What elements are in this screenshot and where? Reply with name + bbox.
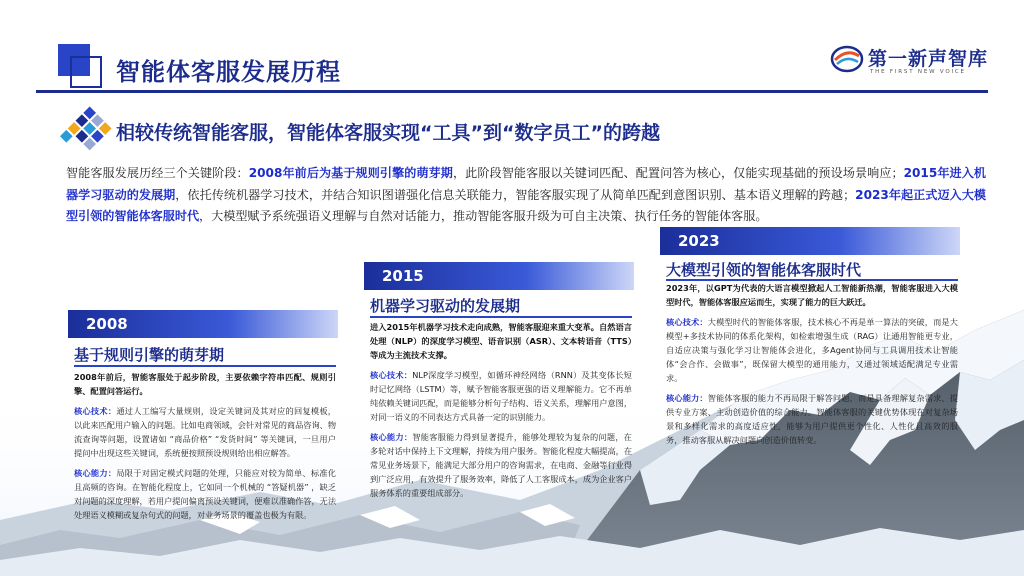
brand-logo-icon [830, 44, 864, 74]
pixel-pattern-icon [56, 106, 112, 158]
tech-label: 核心技术： [74, 406, 117, 416]
year-banner-2023: 2023 [660, 227, 960, 255]
page-title: 智能体客服发展历程 [116, 58, 341, 86]
card-lead-2008: 2008年前后，智能客服处于起步阶段，主要依赖字符串匹配、规则引擎、配置问答运行。 [74, 372, 336, 396]
card-tech-2008 [74, 404, 336, 460]
card-tech-2023 [666, 315, 958, 385]
decor-square-outline [70, 56, 102, 88]
brand-name: 第一新声智库 [868, 48, 989, 70]
intro-highlight-2023: 2023年起正式迈入大模型引领的智能体客服时代 [66, 187, 986, 223]
card-title-2015: 机器学习驱动的发展期 [370, 297, 521, 315]
tech-text: 大模型时代的智能体客服，技术核心不再是单一算法的突破，而是大模型+多技术协同的体系化架构，如检索增强生成（RAG）让通用智能更专业，自适应决策与强化学习让智能体会进化，多Agent协同与工具调用技术让智能体“会合作、会做事”，既保留大模型的通用能力，又通过领域适配满足专业需求。 [666, 317, 958, 383]
intro-highlight-2015: 2015年进入机器学习驱动的发展期 [66, 166, 986, 202]
section-subtitle: 相较传统智能客服，智能体客服实现“工具”到“数字员工”的跨越 [116, 122, 660, 144]
card-title-2023: 大模型引领的智能体客服时代 [666, 261, 862, 279]
title-decoration [58, 44, 104, 88]
card-ability-2008 [74, 466, 336, 522]
card-ability-2023 [666, 391, 958, 447]
ability-text: 局限于对固定模式问题的处理，只能应对较为简单、标准化且高频的咨询。在智能化程度上，它如同一个机械的 “答疑机器” ，缺乏对问题的深度理解，若用户提问偏离预设关键词，便难以准确作答，无法处理语义模糊或复杂句式的问题，对业务场景的覆盖也极为有限。 [74, 468, 337, 520]
brand-logo-block [830, 42, 990, 78]
card-title-underline [370, 316, 632, 318]
intro-highlight-2008: 2008年前后为基于规则引擎的萌芽期 [248, 166, 453, 180]
card-title-underline [74, 365, 336, 367]
card-lead-2015: 进入2015年机器学习技术走向成熟，智能客服迎来重大变革。自然语言处理（NLP）的深度学习模型、语音识别（ASR）、文本转语音（TTS）等成为主流技术支撑。 [370, 322, 632, 360]
ability-label: 核心能力： [370, 432, 413, 442]
card-title-2008: 基于规则引擎的萌芽期 [74, 346, 225, 364]
ability-label: 核心能力： [666, 393, 708, 403]
card-body-2023 [666, 281, 958, 453]
ability-text: 智能客服能力得到显著提升，能够处理较为复杂的问题，在多轮对话中保持上下文理解，持续为用户服务。智能化程度大幅提高，在常见业务场景下，能满足大部分用户的咨询需求，在电商、金融等行业得到广泛应用，有效提升了服务效率，降低了人工客服成本，成为企业客户服务体系的重要组成部分。 [370, 432, 633, 498]
intro-text-3: ，依托传统机器学习技术，并结合知识图谱强化信息关联能力，智能客服实现了从简单匹配到意图识别、基本语义理解的跨越； [175, 187, 856, 202]
card-tech-2015 [370, 368, 632, 424]
card-body-2015 [370, 320, 632, 506]
timeline-card-2015 [364, 262, 634, 498]
intro-text-1: 智能客服发展历经三个关键阶段： [66, 166, 249, 180]
card-body-2008 [74, 370, 336, 528]
tech-label: 核心技术： [666, 317, 708, 327]
tech-text: NLP深度学习模型，如循环神经网络（RNN）及其变体长短时记忆网络（LSTM）等，赋予智能客服更强的语义理解能力。它不再单纯依赖关键词匹配，而是能够分析句子结构、语义关系，理解用户意图，对同一语义的不同表达方式具备一定的识别能力。 [370, 370, 633, 422]
card-ability-2015 [370, 430, 632, 500]
ability-label: 核心能力： [74, 468, 117, 478]
timeline-card-2008 [68, 310, 338, 520]
card-lead-2023: 2023年，以GPT为代表的大语言模型掀起人工智能新热潮，智能客服进入大模型时代，智能体客服应运而生，实现了能力的巨大跃迁。 [666, 283, 958, 307]
intro-text-2: ，此阶段智能客服以关键词匹配、配置问答为核心，仅能实现基础的预设场景响应； [453, 166, 904, 180]
brand-tagline: THE FIRST NEW VOICE [870, 69, 966, 75]
header-divider [36, 90, 988, 93]
tech-text: 通过人工编写大量规则，设定关键词及其对应的回复模板，以此来匹配用户输入的问题。比如电商领域，会针对常见的商品咨询、物流查询等问题，设置诸如 “商品价格” “发货时间” 等关键词，一旦用户提问中出现这些关键词，系统便按照预设规则给出相应解答。 [74, 406, 337, 458]
intro-paragraph [66, 163, 986, 228]
year-banner-2015: 2015 [364, 262, 634, 290]
timeline-card-2023 [660, 227, 960, 445]
year-banner-2008: 2008 [68, 310, 338, 338]
tech-label: 核心技术： [370, 370, 413, 380]
intro-text-4: ，大模型赋予系统强语义理解与自然对话能力，推动智能客服升级为可自主决策、执行任务的智能体客服。 [199, 209, 768, 223]
ability-text: 智能体客服的能力不再局限于解答问题，而是具备理解复杂需求、提供专业方案、主动创造价值的综合能力。智能体客服的关键优势体现在对复杂场景和多样化需求的高度适应性，能够为用户提供更个性化、人性化且高效的服务，推动客服从解决问题向创造价值转变。 [666, 393, 958, 445]
